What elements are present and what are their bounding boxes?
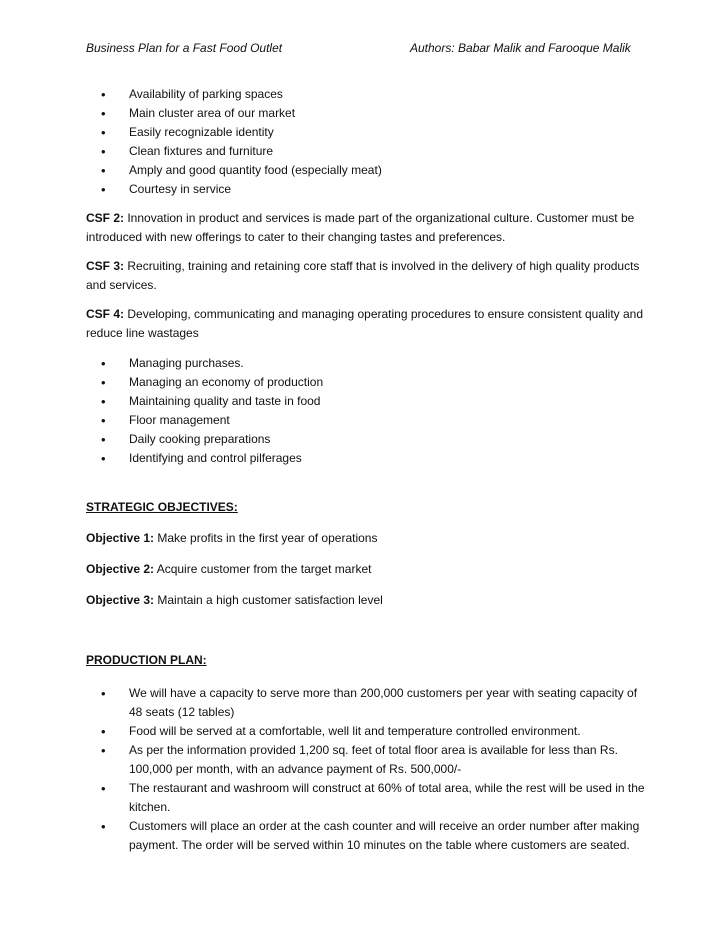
csf4-bullet-list xyxy=(86,354,646,468)
list-item: • Courtesy in service xyxy=(86,180,646,199)
header-authors: Authors: Babar Malik and Farooque Malik xyxy=(410,41,631,55)
list-item: • Customers will place an order at the cash counter and will receive an order number after making payment. The order will be served within 10 minutes on the table where customers are seated. xyxy=(86,817,646,855)
list-item: • Maintaining quality and taste in food xyxy=(86,392,646,411)
objective-2: Objective 2: Acquire customer from the target market xyxy=(86,562,372,576)
list-item: • Amply and good quantity food (especially meat) xyxy=(86,161,646,180)
production-plan-list xyxy=(86,684,646,855)
strategic-objectives-heading: STRATEGIC OBJECTIVES: xyxy=(86,500,238,514)
list-item: • Food will be served at a comfortable, well lit and temperature controlled environment. xyxy=(86,722,646,741)
csf1-bullet-list xyxy=(86,85,646,199)
csf3-text: Recruiting, training and retaining core staff that is involved in the delivery of high quality products and services. xyxy=(86,259,640,292)
list-item: • Clean fixtures and furniture xyxy=(86,142,646,161)
csf4-label: CSF 4: xyxy=(86,307,125,321)
list-item: • Floor management xyxy=(86,411,646,430)
list-item: • Daily cooking preparations xyxy=(86,430,646,449)
list-item: • Main cluster area of our market xyxy=(86,104,646,123)
list-item: • Easily recognizable identity xyxy=(86,123,646,142)
list-item: • Managing purchases. xyxy=(86,354,646,373)
csf2-label: CSF 2: xyxy=(86,211,125,225)
csf2-text: Innovation in product and services is made part of the organizational culture. Customer must be introduced with new offerings to cater to their changing tastes and preferences. xyxy=(86,211,635,244)
list-item: • Availability of parking spaces xyxy=(86,85,646,104)
objective-3: Objective 3: Maintain a high customer satisfaction level xyxy=(86,593,383,607)
list-item: • We will have a capacity to serve more than 200,000 customers per year with seating capacity of 48 seats (12 tables) xyxy=(86,684,646,722)
production-plan-heading: PRODUCTION PLAN: xyxy=(86,653,207,667)
csf3-paragraph xyxy=(86,257,646,295)
list-item: • Identifying and control pilferages xyxy=(86,449,646,468)
list-item: • As per the information provided 1,200 sq. feet of total floor area is available for less than Rs. 100,000 per month, with an advance payment of Rs. 500,000/- xyxy=(86,741,646,779)
csf3-label: CSF 3: xyxy=(86,259,125,273)
list-item: • Managing an economy of production xyxy=(86,373,646,392)
csf2-paragraph xyxy=(86,209,646,247)
page-header xyxy=(86,41,646,59)
csf4-paragraph xyxy=(86,305,646,343)
csf4-text: Developing, communicating and managing operating procedures to ensure consistent quality and reduce line wastages xyxy=(86,307,644,340)
header-title: Business Plan for a Fast Food Outlet xyxy=(86,41,283,55)
document-body xyxy=(86,84,646,855)
objective-1: Objective 1: Make profits in the first year of operations xyxy=(86,531,378,545)
list-item: • The restaurant and washroom will construct at 60% of total area, while the rest will be used in the kitchen. xyxy=(86,779,646,817)
